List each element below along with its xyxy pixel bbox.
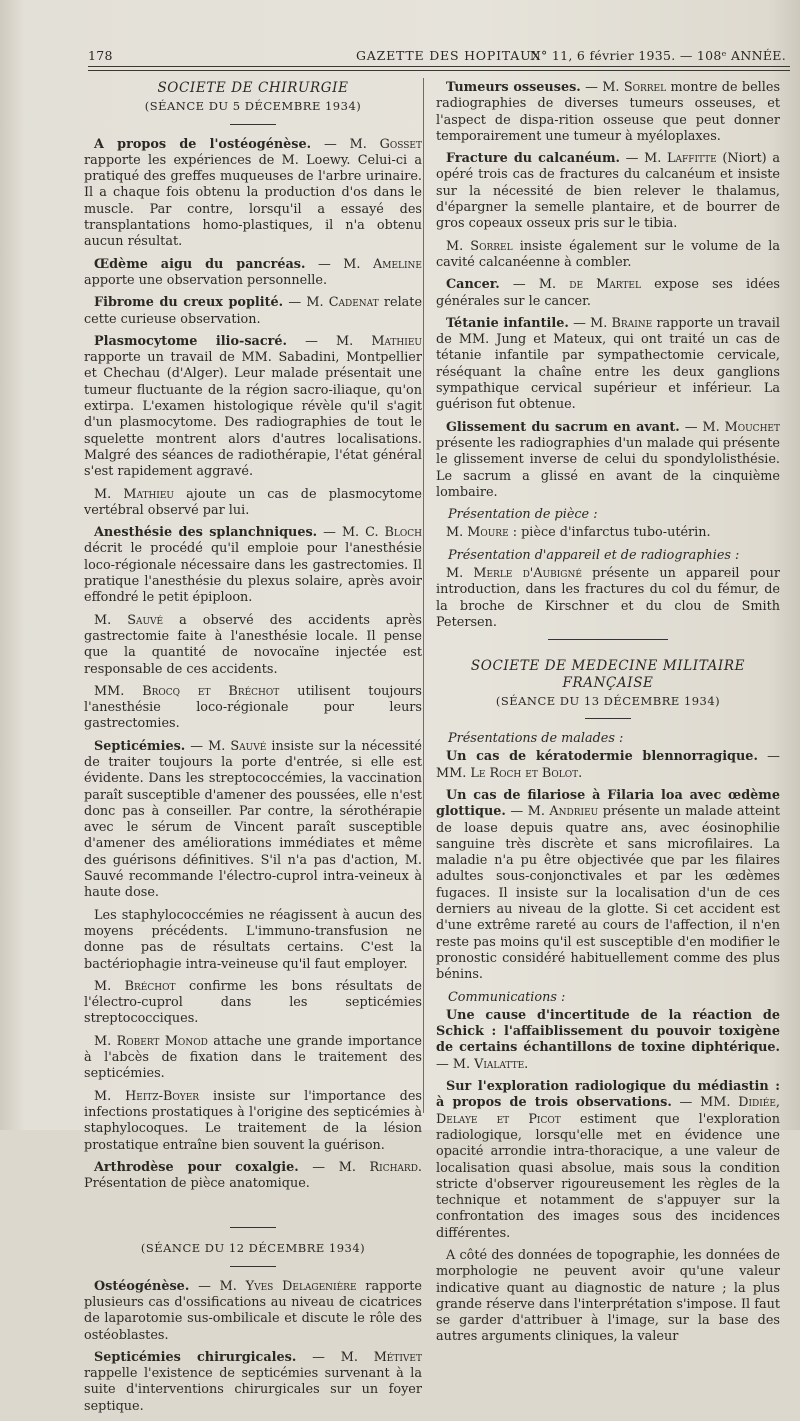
article-text: rapporte les expériences de M. Loewy. Celui-ci a pratiqué des greffes muqueuses de l'arbre urinaire. Il a chaque fois obtenu la production d'os dans le muscle. Par contre, lorsqu'il a essayé des transplantations homo-plastiques, il n'a obtenu aucun résultat. [84,152,422,250]
author-name: M. de Martel [538,277,641,293]
article-text: insiste sur l'importance des infections prostatiques à l'origine des septicémies à staphylocoques. Le traitement de la lésion prostatique entraîne bien souvent la guérison. [84,1088,422,1153]
article-text: utilisent toujours l'anesthésie loco-régionale pour leurs gastrectomies. [84,683,422,732]
author-name: M. Sorrel [446,238,513,254]
article-heading: Un cas de kératodermie blennorragique. [446,749,758,765]
author-name: M. Ameline [343,256,422,272]
section-session: (SÉANCE DU 12 DÉCEMBRE 1934) [140,1241,366,1256]
article-paragraph: Fibrome du creux poplité. — M. Cadenat relate cette curieuse observation. [84,295,423,327]
article-paragraph: Septicémies. — M. Sauvé insiste sur la nécessité de traiter toujours la porte d'entrée, si elle est évidente. Dans les streptococcémies, la vaccination paraît susceptible d'amener des poussées, elle n'est donc pas à conseiller. Par contre, la sérothérapie avec le sérum de Vincent paraît susceptible d'amener des améliorations immédiates et même des guérisons définitives. S'il n'a pas d'action, M. Sauvé recommande l'électro-cuprol intra-veineux à haute dose. [84,738,422,901]
subsection-heading: Présentations de malades : [448,731,624,747]
author-name: MM. Didiée, Delaye et Picot [436,1095,780,1127]
article-paragraph: Tétanie infantile. — M. Braine rapporte un travail de MM. Jung et Mateux, qui ont traité un cas de tétanie infantile par sympathectomie cervicale, réséquant la chaîne entre les deux ganglions sympathique cervical supérieur et inférieur. La guérison fut obtenue. [436,315,780,413]
author-name: M. C. Bloch [341,525,422,541]
article-text: montre de belles radiographies de diverses tumeurs osseuses, et l'aspect de dispa-rition osseuse que peut donner temporairement une tumeur à myéloplaxes. [436,80,781,144]
section-rule [585,718,631,719]
article-text: présente un appareil pour introduction, dans les fractures du col du fémur, de la broche de Kirschner et du clou de Smith Petersen. [436,566,780,630]
author-name: MM. Brocq et Bréchot [94,683,280,699]
article-heading: Sur l'exploration radiologique du médiastin : à propos de trois observations. [436,1079,780,1111]
article-heading: Anesthésie des splanchniques. [94,525,318,541]
article-text: présente un malade atteint de loase depuis quatre ans, avec éosinophilie sanguine très discrète et sans microfilaires. La maladie n'a pu être objectivée que par les filaires adultes sous-conjonctivales et par les œdèmes fugaces. Il insiste sur la localisation d'un de ces derniers au niveau de la glotte. Si cet accident est d'une extrême rareté au cours de l'affection, il n'en reste pas moins qu'il est susceptible d'en modifier le pronostic considéré habituellement comme des plus bénins. [436,804,781,983]
author-name: M. Cadenat [306,295,379,311]
page-header [88,44,790,67]
article-paragraph: Plasmocytome ilio-sacré. — M. Mathieu rapporte un travail de MM. Sabadini, Montpellier et Chechau (d'Alger). Leur malade présentait une tumeur fluctuante de la région sacro-iliaque, qu'on extirpa. L'examen histologique révèle qu'il s'agit d'un plasmocytome. Des radiographies de tout le squelette montrent alors d'autres localisations. Malgré des séances de radiothérapie, l'état général s'est rapidement aggravé. [84,333,422,480]
section-rule [230,1266,276,1267]
header-rule [88,70,790,71]
author-name: M. Gosset [349,136,422,152]
article-text: A côté des données de topographie, les données de morphologie ne peuvent avoir qu'une valeur indicative quant au diagnostic de nature ; la plus grande réserve dans l'interprétation s'impose. Il faut se garder d'attribuer à l'image, sur la base des autres arguments cliniques, la valeur [436,1248,780,1345]
article-text: rapporte un travail de MM. Jung et Mateux, qui ont traité un cas de tétanie infantile par sympathectomie cervicale, réséquant la chaîne entre les deux ganglions sympathique cervical supérieur et inférieur. La guérison fut obtenue. [436,315,780,413]
page-number: 178 [88,48,113,63]
article-paragraph: Ostéogénèse. — M. Yves Delagenière rapporte plusieurs cas d'ossifications au niveau de cicatrices de laparotomie sus-ombilicale et discute le rôle des ostéoblastes. [84,1278,422,1343]
section-rule [548,639,668,640]
author-name: M. Sauvé [208,738,267,754]
article-paragraph [436,566,780,631]
subsection-heading: Présentation de pièce : [448,507,598,523]
article-paragraph [436,239,780,272]
article-paragraph [84,684,422,733]
author-name: M. Mouchet [702,419,780,435]
author-name: M. Bréchot [94,978,176,994]
article-text: attache une grande importance à l'abcès de fixation dans le traitement des septicémies. [84,1033,423,1082]
article-heading: Cancer. [446,277,500,293]
article-heading: Une cause d'incertitude de la réaction de Schick : l'affaiblissement du pouvoir toxigène de certains échantillons de toxine diphtérique. [436,1007,780,1056]
author-name: M. Mathieu [94,486,175,502]
author-name: M. Vialatte. [452,1056,529,1072]
article-paragraph: Œdème aigu du pancréas. — M. Ameline apporte une observation personnelle. [84,256,422,288]
article-heading: Fibrome du creux poplité. [94,295,284,311]
article-paragraph [84,613,422,678]
section-session: (SÉANCE DU 5 DÉCEMBRE 1934) [144,99,362,114]
author-name: M. Métivet [340,1349,423,1365]
article-paragraph: Arthrodèse pour coxalgie. — M. Richard. Présentation de pièce anatomique. [84,1159,422,1192]
column-divider [423,78,424,1113]
author-name: M. Richard. [338,1159,422,1175]
article-paragraph [436,1248,780,1346]
article-paragraph: Fracture du calcanéum. — M. Laffitte (Niort) a opéré trois cas de fractures du calcanéum et insiste sur la nécessité de bien relever le thalamus, d'épargner la semelle plantaire, et de bourrer de gros copeaux osseux pris sur le tibia. [436,151,780,232]
journal-title: GAZETTE DES HOPITAUX [356,48,542,63]
author-name: M. Sorrel [602,80,667,95]
article-paragraph: A propos de l'ostéogénèse. — M. Gosset rapporte les expériences de M. Loewy. Celui-ci a pratiqué des greffes muqueuses de l'arbre urinaire. Il a chaque fois obtenu la production d'os dans le muscle. Par contre, lorsqu'il a essayé des transplantations homo-plastiques, il n'a obtenu aucun résultat. [84,136,422,250]
article-paragraph: Une cause d'incertitude de la réaction de Schick : l'affaiblissement du pouvoir toxigène de certains échantillons de toxine diphtérique. — M. Vialatte. [436,1007,780,1072]
article-heading: Fracture du calcanéum. [446,151,620,167]
author-name: M. Yves Delagenière [219,1278,357,1294]
article-text: insiste également sur le volume de la cavité calcanéenne à combler. [436,238,780,270]
article-paragraph: Sur l'exploration radiologique du médiastin : à propos de trois observations. — MM. Didiée, Delaye et Picot estiment que l'exploration radiologique, lorsqu'elle met en évidence une opacité arrondie intra-thoracique, a une valeur de localisation quasi absolue, mais sous la condition stricte d'observer rigoureusement les règles de la technique et notamment de s'appuyer sur la confrontation des images sous des incidences différentes. [436,1079,780,1241]
article-text: estiment que l'exploration radiologique, lorsqu'elle met en évidence une opacité arrondie intra-thoracique, a une valeur de localisation quasi absolue, mais sous la condition stricte d'observer rigoureusement les règles de la technique et notamment de s'appuyer sur la confrontation des images sous des incidences différentes. [436,1111,780,1241]
section-title: SOCIETE DE MEDECINE MILITAIRE FRANÇAISE [470,658,746,691]
author-name: MM. Le Roch et Bolot. [436,765,583,781]
author-name: M. Moure [446,525,509,541]
left-column [84,80,422,1421]
article-paragraph: Un cas de filariose à Filaria loa avec œdème glottique. — M. Andrieu présente un malade atteint de loase depuis quatre ans, avec éosinophilie sanguine très discrète et sans microfilaires. La maladie n'a pu être objectivée que par les filaires adultes sous-conjonctivales et par les œdèmes fugaces. Il insiste sur la localisation d'un de ces derniers au niveau de la glotte. Si cet accident est d'une extrême rareté au cours de l'affection, il n'en reste pas moins qu'il est susceptible d'en modifier le pronostic considéré habituellement comme des plus bénins. [436,787,781,983]
article-paragraph [84,1034,422,1083]
article-heading: Septicémies chirurgicales. [94,1349,297,1365]
article-text: (Niort) a opéré trois cas de fractures du calcanéum et insiste sur la nécessité de bien relever le thalamus, d'épargner la semelle plantaire, et de bourrer de gros copeaux osseux pris sur le tibia. [436,151,780,232]
article-text: ajoute un cas de plasmocytome vertébral observé par lui. [84,486,422,518]
article-text: décrit le procédé qu'il emploie pour l'anesthésie loco-régionale nécessaire dans les gastrectomies. Il pratique l'anesthésie du plexus solaire, après avoir effondré le petit épiploon. [84,541,422,606]
article-text: apporte une observation personnelle. [84,272,328,288]
article-paragraph: Tumeurs osseuses. — M. Sorrel montre de belles radiographies de diverses tumeurs osseuses, et l'aspect de dispa-rition osseuse que peut donner temporairement une tumeur à myéloplaxes. [436,80,781,144]
subsection-heading: Communications : [448,989,566,1005]
author-name: M. Sauvé [94,612,164,628]
author-name: M. Mathieu [336,333,422,349]
article-text: rapporte un travail de MM. Sabadini, Montpellier et Chechau (d'Alger). Leur malade présentait une tumeur fluctuante de la région sacro-iliaque, qu'on extirpa. L'examen histologique révèle qu'il s'agit d'un plasmocytome. Des radiographies de tout le squelette montrent alors d'autres localisations. Malgré des séances de radiothérapie, l'état général s'est rapidement aggravé. [84,350,422,480]
article-paragraph: Cancer. — M. de Martel expose ses idées générales sur le cancer. [436,277,780,309]
author-name: M. Robert Monod [94,1033,208,1049]
article-text: expose ses idées générales sur le cancer. [436,277,780,309]
article-heading: Septicémies. [94,738,186,754]
article-heading: Œdème aigu du pancréas. [94,256,306,272]
article-paragraph: Septicémies chirurgicales. — M. Métivet rappelle l'existence de septicémies survenant à la suite d'interventions chirurgicales sur un foyer septique. [84,1349,423,1414]
article-paragraph [84,487,422,520]
article-text: : pièce d'infarctus tubo-utérin. [508,525,711,541]
article-text: a observé des accidents après gastrectomie faite à l'anesthésie locale. Il pense que la quantité de novocaïne injectée est responsable de ces accidents. [84,612,422,677]
article-text: rapporte plusieurs cas d'ossifications au niveau de cicatrices de laparotomie sus-ombilicale et discute le rôle des ostéoblastes. [84,1278,422,1343]
article-paragraph [84,908,422,973]
right-column [436,80,780,1352]
issue-info: N° 11, 6 février 1935. — 108ᵉ ANNÉE. [529,48,786,63]
article-heading: Tétanie infantile. [446,315,569,331]
subsection-heading: Présentation d'appareil et de radiographies : [448,547,740,563]
article-paragraph: Glissement du sacrum en avant. — M. Mouchet présente les radiographies d'un malade qui présente le glissement inverse de celui du spondylolisthésie. Le sacrum a glissé en avant de la cinquième lombaire. [436,419,780,500]
article-heading: Plasmocytome ilio-sacré. [94,333,287,349]
article-paragraph [84,979,422,1028]
author-name: M. Merle d'Aubigné [446,566,582,582]
article-heading: Arthrodèse pour coxalgie. [94,1159,299,1175]
article-text: confirme les bons résultats de l'électro-cuprol dans les septicémies streptococciques. [84,978,423,1027]
author-name: M. Andrieu [527,804,599,820]
article-heading: Ostéogénèse. [94,1278,190,1294]
article-heading: Un cas de filariose à Filaria loa avec œdème glottique. [436,787,780,820]
article-text: présente les radiographies d'un malade qui présente le glissement inverse de celui du spondylolisthésie. Le sacrum a glissé en avant de la cinquième lombaire. [436,435,780,500]
author-name: M. Heitz-Boyer [94,1088,200,1104]
author-name: M. Laffitte [644,151,717,167]
author-name: M. Braine [590,315,653,331]
section-rule [230,1227,276,1228]
article-text: Présentation de pièce anatomique. [84,1176,310,1192]
article-paragraph: Anesthésie des splanchniques. — M. C. Bloch décrit le procédé qu'il emploie pour l'anesthésie loco-régionale nécessaire dans les gastrectomies. Il pratique l'anesthésie du plexus solaire, après avoir effondré le petit épiploon. [84,525,422,606]
article-heading: Tumeurs osseuses. [446,80,581,95]
article-text: rappelle l'existence de septicémies survenant à la suite d'interventions chirurgicales sur un foyer septique. [84,1366,422,1414]
section-rule [230,124,276,125]
article-paragraph: Un cas de kératodermie blennorragique. — MM. Le Roch et Bolot. [436,749,780,781]
article-text: insiste sur la nécessité de traiter toujours la porte d'entrée, si elle est évidente. Dans les streptococcémies, la vaccination paraît susceptible d'amener des poussées, elle n'est donc pas à conseiller. Par contre, la sérothérapie avec le sérum de Vincent paraît susceptible d'amener des améliorations immédiates et même des guérisons définitives. S'il n'a pas d'action, M. Sauvé recommande l'électro-cuprol intra-veineux à haute dose. [84,738,422,901]
article-paragraph [436,525,780,541]
section-title: SOCIETE DE CHIRURGIE [157,80,349,96]
article-heading: Glissement du sacrum en avant. [446,419,680,435]
article-heading: A propos de l'ostéogénèse. [94,136,312,152]
section-session: (SÉANCE DU 13 DÉCEMBRE 1934) [495,693,721,708]
article-text: Les staphylococcémies ne réagissent à aucun des moyens précédents. L'immuno-transfusion ne donne pas de résultats certains. C'est la bactériophagie intra-veineuse qu'il faut employer. [84,907,422,972]
article-paragraph [84,1089,422,1154]
article-text: relate cette curieuse observation. [84,295,423,327]
